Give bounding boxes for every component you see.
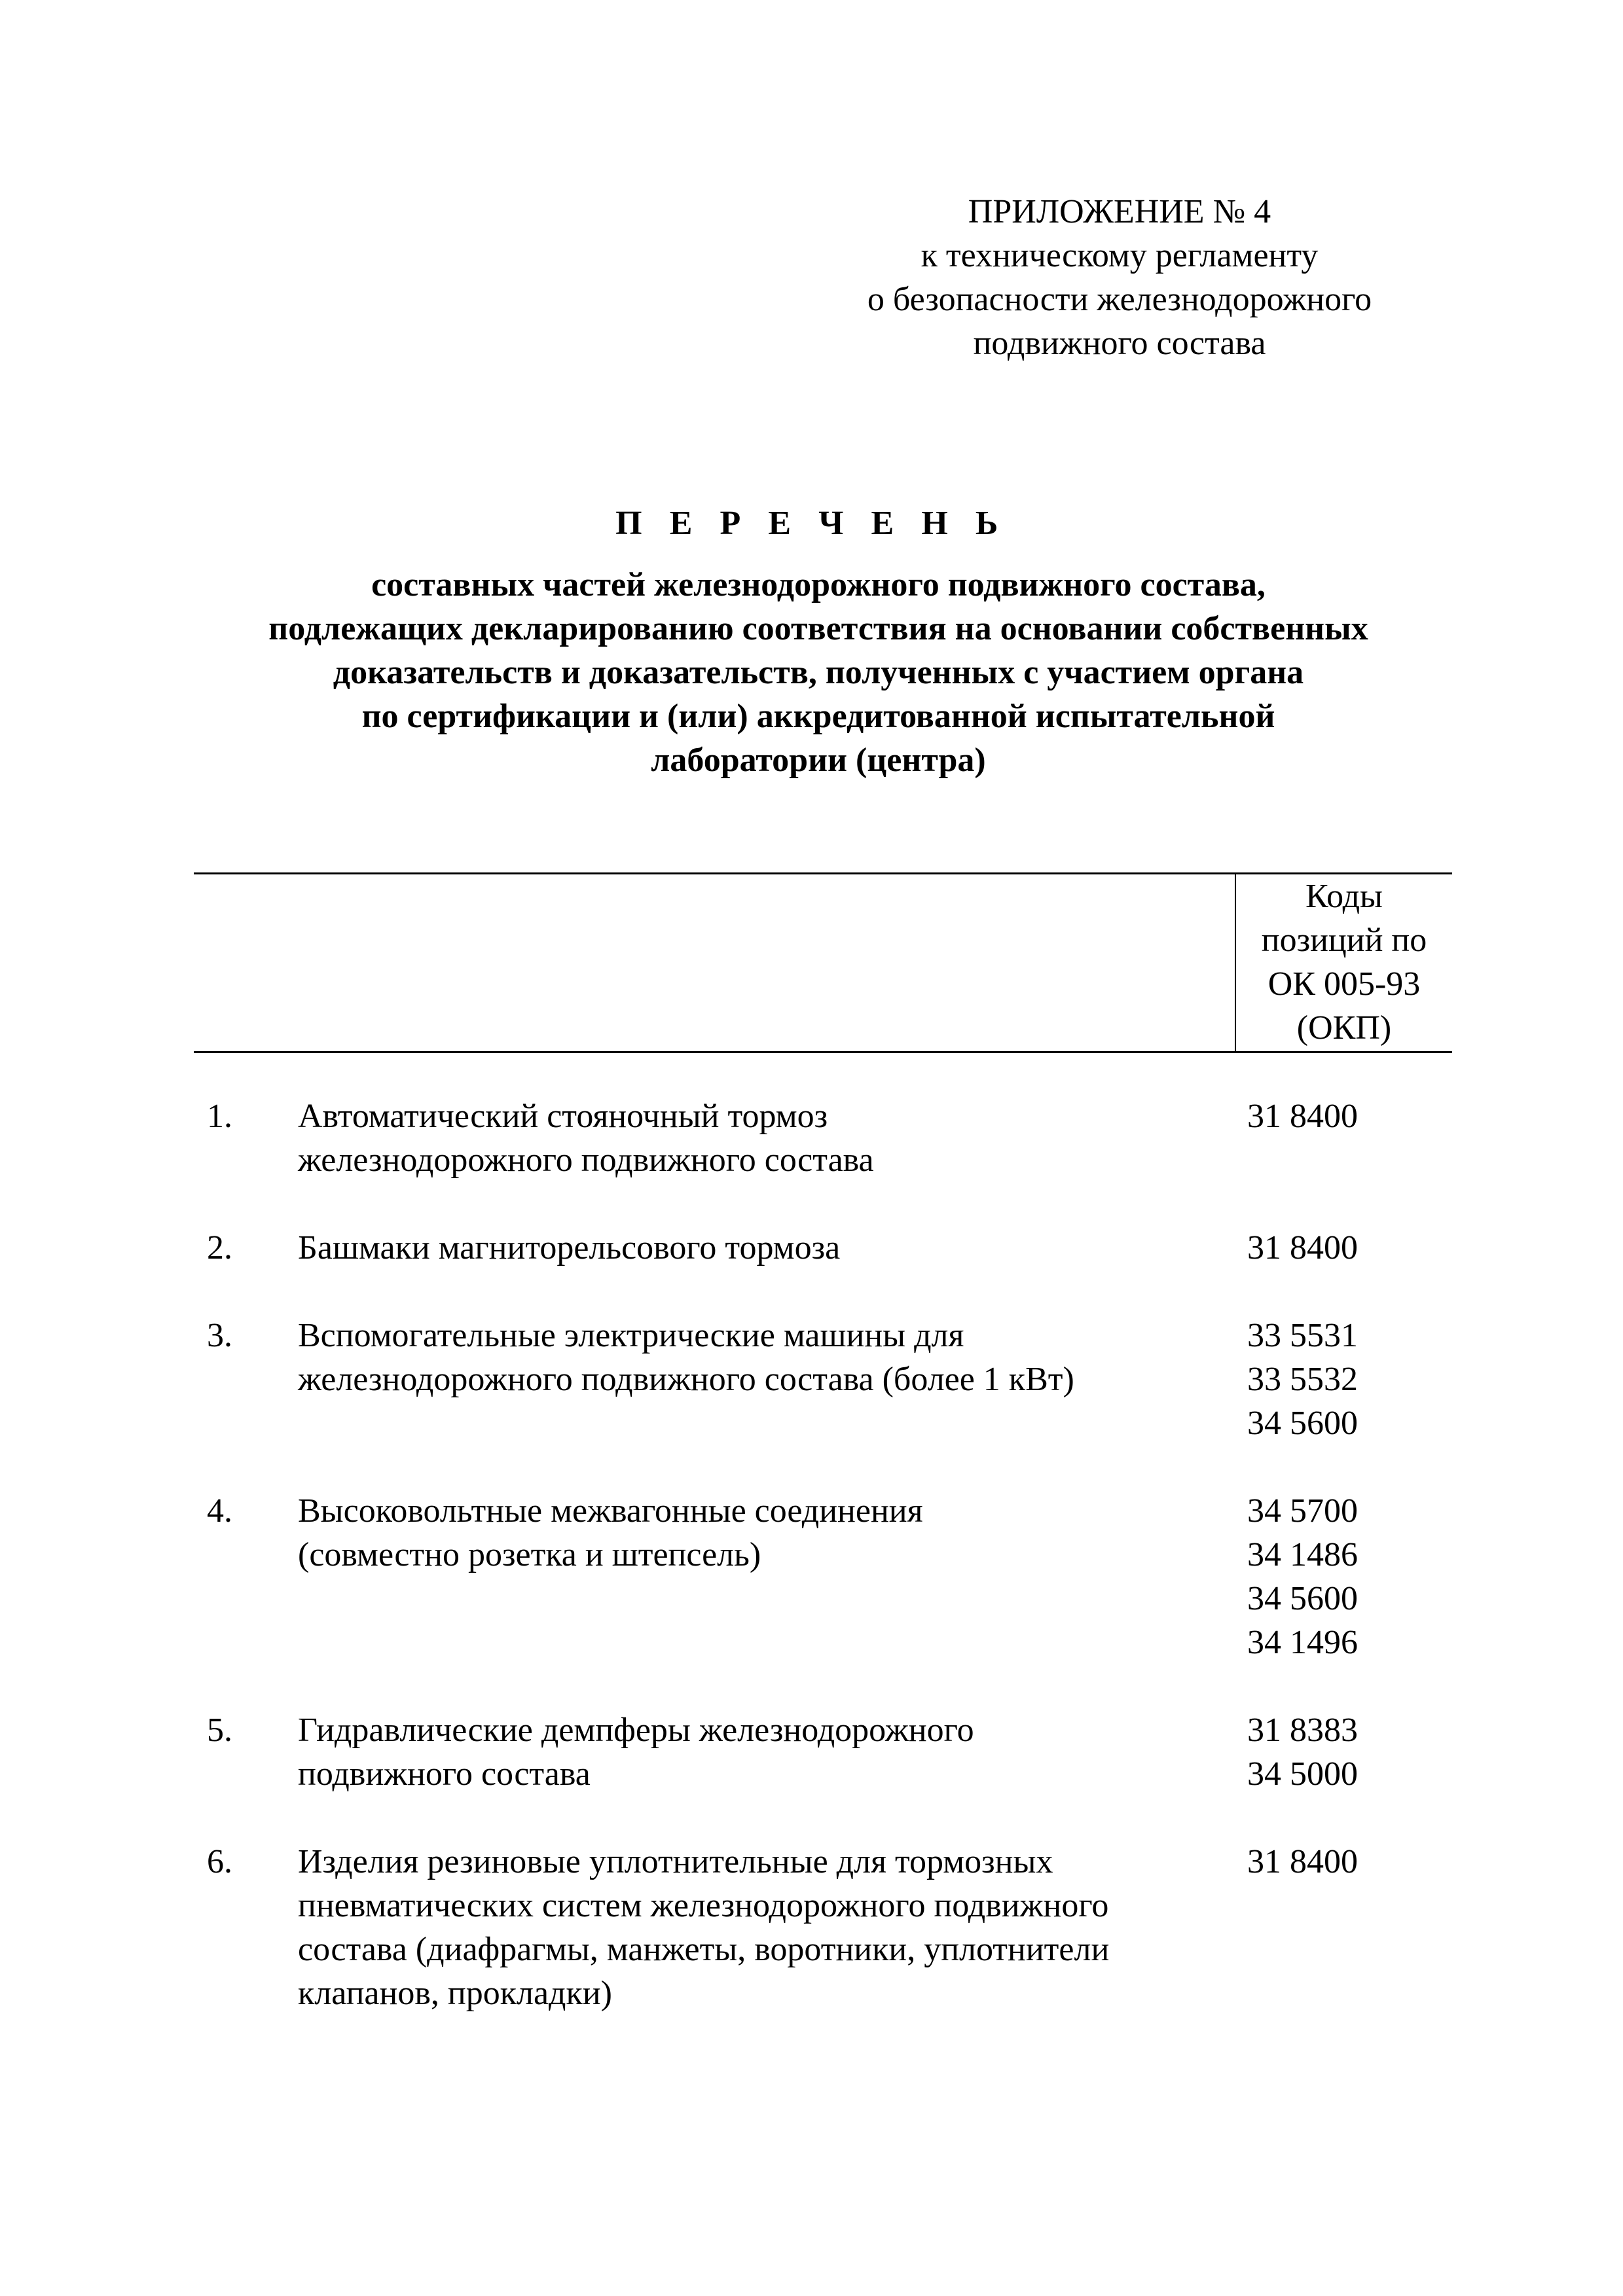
row-codes	[1247, 1708, 1444, 1796]
table-row	[0, 1226, 1623, 1270]
row-name-line: железнодорожного подвижного состава (более 1 кВт)	[298, 1361, 1074, 1398]
row-codes	[1247, 1489, 1444, 1664]
row-name	[298, 1094, 1234, 1182]
subtitle-line: подлежащих декларированию соответствия на основании собственных	[268, 610, 1368, 647]
codes-column-header	[1236, 874, 1452, 1050]
row-codes	[1247, 1840, 1444, 1884]
row-number: 2.	[207, 1229, 232, 1266]
row-name-line: Автоматический стояночный тормоз	[298, 1098, 828, 1135]
row-number: 4.	[207, 1492, 232, 1530]
codes-header-line: Коды	[1305, 878, 1383, 915]
codes-header-line: ОК 005-93	[1267, 965, 1421, 1003]
row-code: 31 8383	[1247, 1712, 1358, 1749]
subtitle-line: составных частей железнодорожного подвижного состава,	[371, 566, 1266, 603]
row-name	[298, 1840, 1234, 2015]
row-codes	[1247, 1314, 1444, 1445]
row-name-line: подвижного состава	[298, 1755, 591, 1793]
row-code: 31 8400	[1247, 1098, 1358, 1135]
appendix-ref-line: о безопасности железнодорожного	[867, 281, 1372, 318]
row-code: 34 5600	[1247, 1580, 1358, 1617]
row-name-line: пневматических систем железнодорожного подвижного	[298, 1887, 1109, 1924]
row-codes	[1247, 1226, 1444, 1270]
row-name-line: Башмаки магниторельсового тормоза	[298, 1229, 841, 1266]
row-name-line: Вспомогательные электрические машины для	[298, 1317, 964, 1354]
row-name-line: железнодорожного подвижного состава	[298, 1141, 874, 1179]
row-code: 33 5531	[1247, 1317, 1358, 1354]
table-row	[0, 1094, 1623, 1182]
table-row	[0, 1840, 1623, 2015]
row-codes	[1247, 1094, 1444, 1138]
row-name-line: Изделия резиновые уплотнительные для тормозных	[298, 1843, 1053, 1880]
document-title: П Е Р Е Ч Е Н Ь	[615, 505, 1008, 542]
row-code: 31 8400	[1247, 1843, 1358, 1880]
table-row	[0, 1489, 1623, 1664]
row-number: 1.	[207, 1098, 232, 1135]
row-code: 34 5000	[1247, 1755, 1358, 1793]
appendix-ref-line: подвижного состава	[973, 325, 1266, 362]
row-name-line: Гидравлические демпферы железнодорожного	[298, 1712, 974, 1749]
row-code: 34 5700	[1247, 1492, 1358, 1530]
subtitle-line: лаборатории (центра)	[651, 742, 986, 779]
appendix-header	[773, 190, 1467, 365]
row-number: 5.	[207, 1712, 232, 1749]
document-subtitle	[157, 563, 1480, 782]
table-row	[0, 1314, 1623, 1445]
row-name	[298, 1489, 1234, 1664]
appendix-ref-line: к техническому регламенту	[921, 237, 1319, 274]
row-name-line: Высоковольтные межвагонные соединения	[298, 1492, 923, 1530]
subtitle-line: доказательств и доказательств, полученных с участием органа	[333, 654, 1304, 691]
row-code: 34 1496	[1247, 1624, 1358, 1661]
table-row	[0, 1708, 1623, 1796]
row-code: 34 1486	[1247, 1536, 1358, 1573]
row-name-line: состава (диафрагмы, манжеты, воротники, уплотнители	[298, 1931, 1110, 1968]
codes-header-line: позиций по	[1261, 922, 1427, 959]
row-code: 31 8400	[1247, 1229, 1358, 1266]
row-code: 33 5532	[1247, 1361, 1358, 1398]
row-code: 34 5600	[1247, 1405, 1358, 1442]
row-name	[298, 1226, 1234, 1270]
table-body	[0, 1094, 1623, 2059]
table-header	[194, 872, 1452, 1053]
subtitle-line: по сертификации и (или) аккредитованной испытательной	[361, 698, 1275, 735]
row-name	[298, 1314, 1234, 1445]
row-name-line: (совместно розетка и штепсель)	[298, 1536, 761, 1573]
row-name-line: клапанов, прокладки)	[298, 1975, 612, 2012]
appendix-number: ПРИЛОЖЕНИЕ № 4	[968, 193, 1271, 230]
row-number: 6.	[207, 1843, 232, 1880]
row-name	[298, 1708, 1234, 1796]
codes-header-line: (ОКП)	[1296, 1009, 1392, 1047]
row-number: 3.	[207, 1317, 232, 1354]
